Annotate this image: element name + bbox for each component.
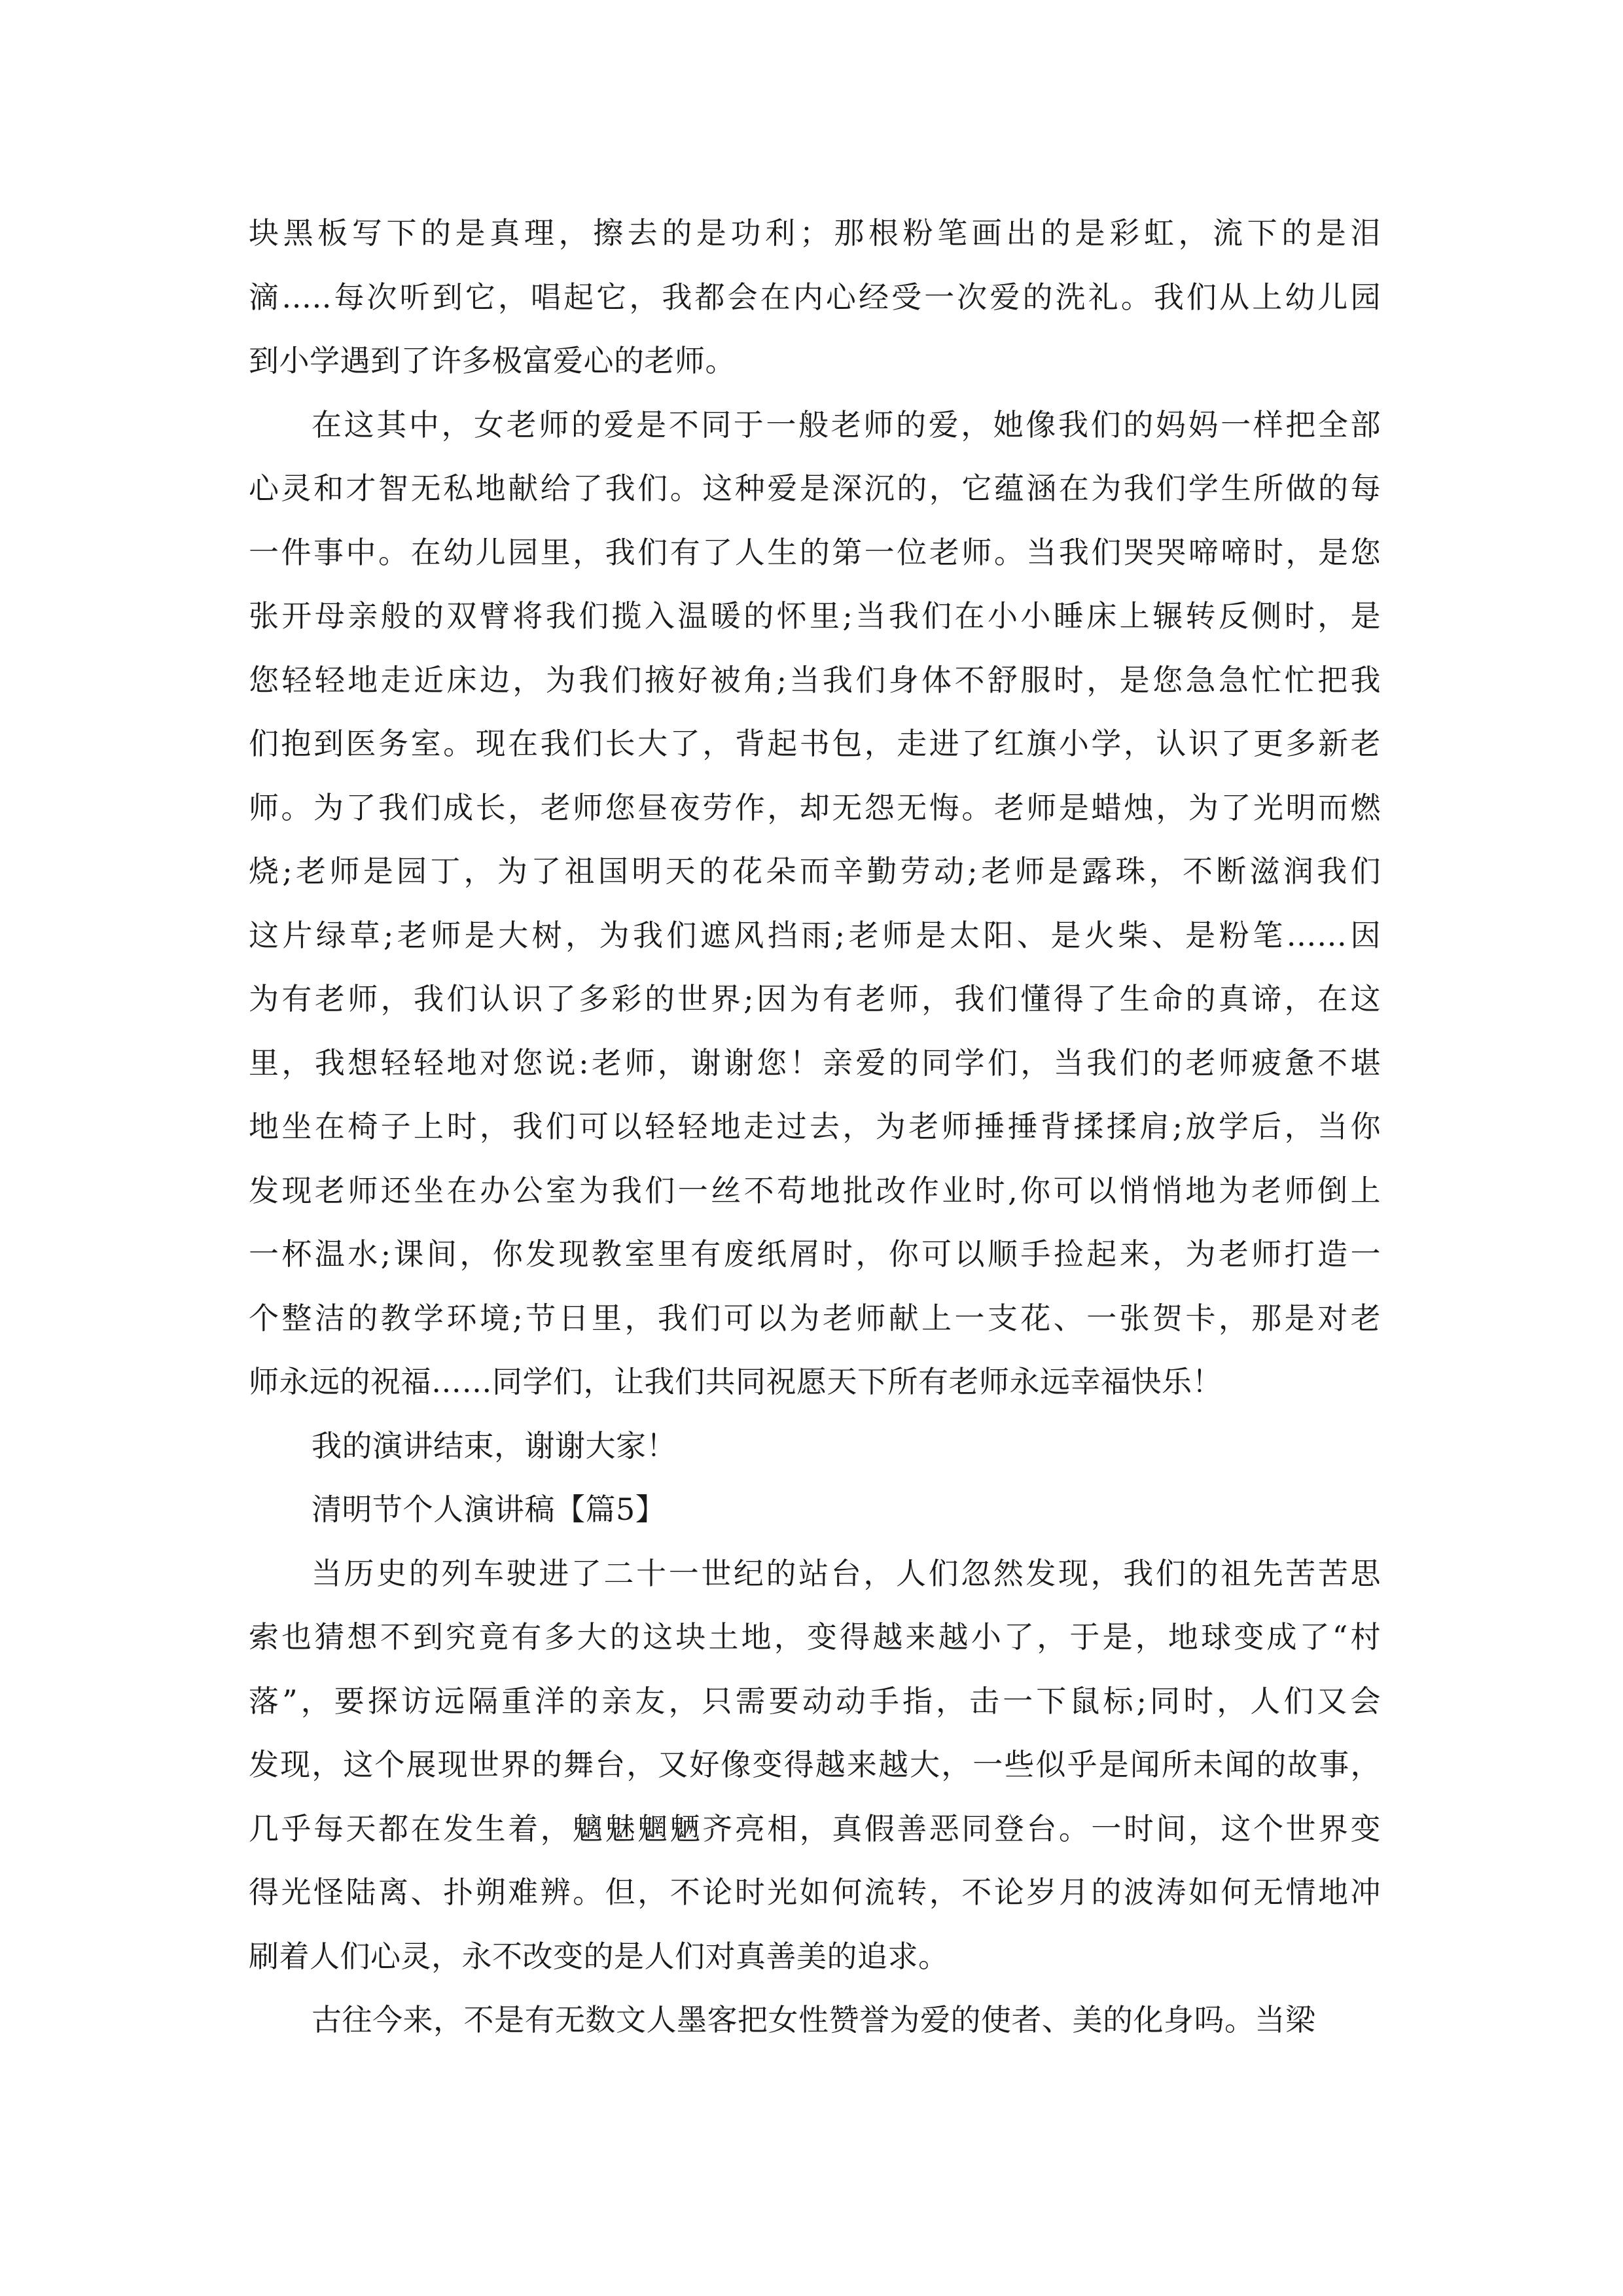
text-line: 一件事中。在幼儿园里，我们有了人生的第一位老师。当我们哭哭啼啼时，是您 bbox=[249, 534, 1381, 570]
text-line: 地坐在椅子上时，我们可以轻轻地走过去，为老师捶捶背揉揉肩;放学后，当你 bbox=[249, 1109, 1381, 1144]
text-line: 发现，这个展现世界的舞台，又好像变得越来越大，一些似乎是闻所未闻的故事， bbox=[249, 1747, 1381, 1782]
text-line: 我的演讲结束，谢谢大家！ bbox=[312, 1427, 677, 1463]
text-line: 发现老师还坐在办公室为我们一丝不苟地批改作业时,你可以悄悄地为老师倒上 bbox=[249, 1172, 1381, 1208]
text-line: 张开母亲般的双臂将我们揽入温暖的怀里;当我们在小小睡床上辗转反侧时，是 bbox=[249, 598, 1381, 634]
text-line: 几乎每天都在发生着，魑魅魍魉齐亮相，真假善恶同登台。一时间，这个世界变 bbox=[249, 1810, 1381, 1846]
text-line: 个整洁的教学环境;节日里，我们可以为老师献上一支花、一张贺卡，那是对老 bbox=[249, 1300, 1381, 1336]
text-line: 块黑板写下的是真理，擦去的是功利；那根粉笔画出的是彩虹，流下的是泪 bbox=[249, 215, 1381, 251]
text-line: 在这其中，女老师的爱是不同于一般老师的爱，她像我们的妈妈一样把全部 bbox=[312, 406, 1381, 442]
text-line: 里，我想轻轻地对您说:老师，谢谢您！亲爱的同学们，当我们的老师疲惫不堪 bbox=[249, 1045, 1381, 1081]
text-line: 烧;老师是园丁，为了祖国明天的花朵而辛勤劳动;老师是露珠，不断滋润我们 bbox=[249, 853, 1381, 889]
text-line: 到小学遇到了许多极富爱心的老师。 bbox=[249, 343, 736, 378]
text-line: 师永远的祝福……同学们，让我们共同祝愿天下所有老师永远幸福快乐！ bbox=[249, 1364, 1222, 1399]
paragraph bbox=[249, 393, 1381, 1414]
body-text bbox=[249, 202, 1381, 2053]
section-heading bbox=[249, 1478, 1381, 1542]
text-line: 滴…..每次听到它，唱起它，我都会在内心经受一次爱的洗礼。我们从上幼儿园 bbox=[249, 279, 1381, 315]
text-line: 为有老师，我们认识了多彩的世界;因为有老师，我们懂得了生命的真谛，在这 bbox=[249, 981, 1381, 1016]
text-line: 这片绿草;老师是大树，为我们遮风挡雨;老师是太阳、是火柴、是粉笔……因 bbox=[249, 917, 1381, 953]
text-line: 心灵和才智无私地献给了我们。这种爱是深沉的，它蕴涵在为我们学生所做的每 bbox=[249, 471, 1381, 506]
text-line: 一杯温水;课间，你发现教室里有废纸屑时，你可以顺手捡起来，为老师打造一 bbox=[249, 1236, 1381, 1272]
text-line: 索也猜想不到究竟有多大的这块土地，变得越来越小了，于是，地球变成了“村 bbox=[249, 1619, 1381, 1655]
text-line: 得光怪陆离、扑朔难辨。但，不论时光如何流转，不论岁月的波涛如何无情地冲 bbox=[249, 1874, 1381, 1910]
text-line: 落”，要探访远隔重洋的亲友，只需要动动手指，击一下鼠标;同时，人们又会 bbox=[249, 1683, 1381, 1719]
text-line: 刷着人们心灵，永不改变的是人们对真善美的追求。 bbox=[249, 1938, 949, 1974]
text-line: 师。为了我们成长，老师您昼夜劳作，却无怨无悔。老师是蜡烛，为了光明而燃 bbox=[249, 789, 1381, 825]
text-line: 当历史的列车驶进了二十一世纪的站台，人们忽然发现，我们的祖先苦苦思 bbox=[312, 1555, 1381, 1591]
paragraph bbox=[249, 1542, 1381, 1989]
text-line: 们抱到医务室。现在我们长大了，背起书包，走进了红旗小学，认识了更多新老 bbox=[249, 726, 1381, 761]
text-line: 古往今来，不是有无数文人墨客把女性赞誉为爱的使者、美的化身吗。当梁 bbox=[312, 2002, 1316, 2037]
paragraph bbox=[249, 202, 1381, 393]
paragraph bbox=[249, 1988, 1381, 2053]
paragraph bbox=[249, 1414, 1381, 1479]
text-line: 清明节个人演讲稿【篇5】 bbox=[312, 1492, 666, 1527]
text-line: 您轻轻地走近床边，为我们掖好被角;当我们身体不舒服时，是您急急忙忙把我 bbox=[249, 662, 1381, 698]
